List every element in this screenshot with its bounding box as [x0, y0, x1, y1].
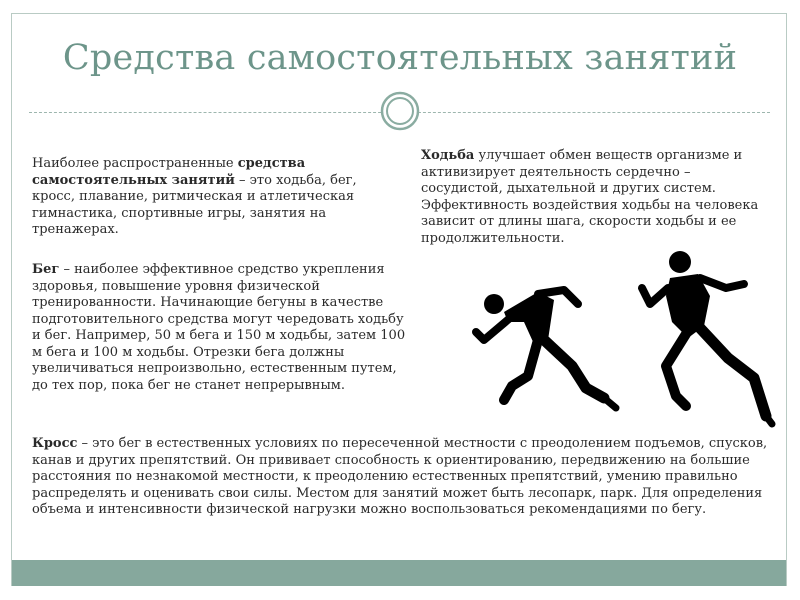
- cross-term: Кросс: [32, 436, 78, 451]
- slide-title: Средства самостоятельных занятий: [62, 38, 738, 78]
- intro-paragraph: [32, 156, 370, 239]
- running-paragraph: [32, 262, 406, 394]
- runners-silhouette-icon: [454, 248, 784, 436]
- running-term: Бег: [32, 262, 60, 277]
- footer-bar: [12, 560, 786, 586]
- cross-rest: – это бег в естественных условиях по пересеченной местности с преодолением подъемов, спусков, канав и других препятствий. Он прививает способность к ориентированию, передвижению на большие расстояния по незнакомой местности, к преодолению естественных препятствий, умению правильно распределять и оценивать свои силы. Местом для занятий может быть лесопарк, парк. Для определения объема и интенсивности физической нагрузки можно воспользоваться рекомендациями по бегу.: [32, 436, 768, 517]
- intro-term: средства самостоятельных занятий: [32, 156, 306, 188]
- walking-paragraph: [421, 148, 769, 247]
- ring-ornament-icon: [380, 91, 420, 131]
- walking-term: Ходьба: [421, 148, 475, 163]
- walking-rest: улучшает обмен веществ организме и активизирует деятельность сердечно – сосудистой, дыхательной и других систем. Эффективность воздействия ходьбы на человека зависит от длины шага, скорости ходьбы и ее продолжительности.: [421, 148, 759, 246]
- intro-rest: – это ходьба, бег, кросс, плавание, ритмическая и атлетическая гимнастика, спортивные игры, занятия на тренажерах.: [32, 172, 357, 237]
- intro-prefix: Наиболее распространенные: [32, 156, 238, 171]
- cross-paragraph: [32, 436, 774, 519]
- running-rest: – наиболее эффективное средство укрепления здоровья, повышение уровня физической тренированности. Начинающие бегуны в качестве подготовительного средства могут чередовать ходьбу и бег. Например, 50 м бега и 150 м ходьбы, затем 100 м бега и 100 м ходьбы. Отрезки бега должны увеличиваться непроизвольно, естественным путем, до тех пор, пока бег не станет непрерывным.: [32, 262, 406, 393]
